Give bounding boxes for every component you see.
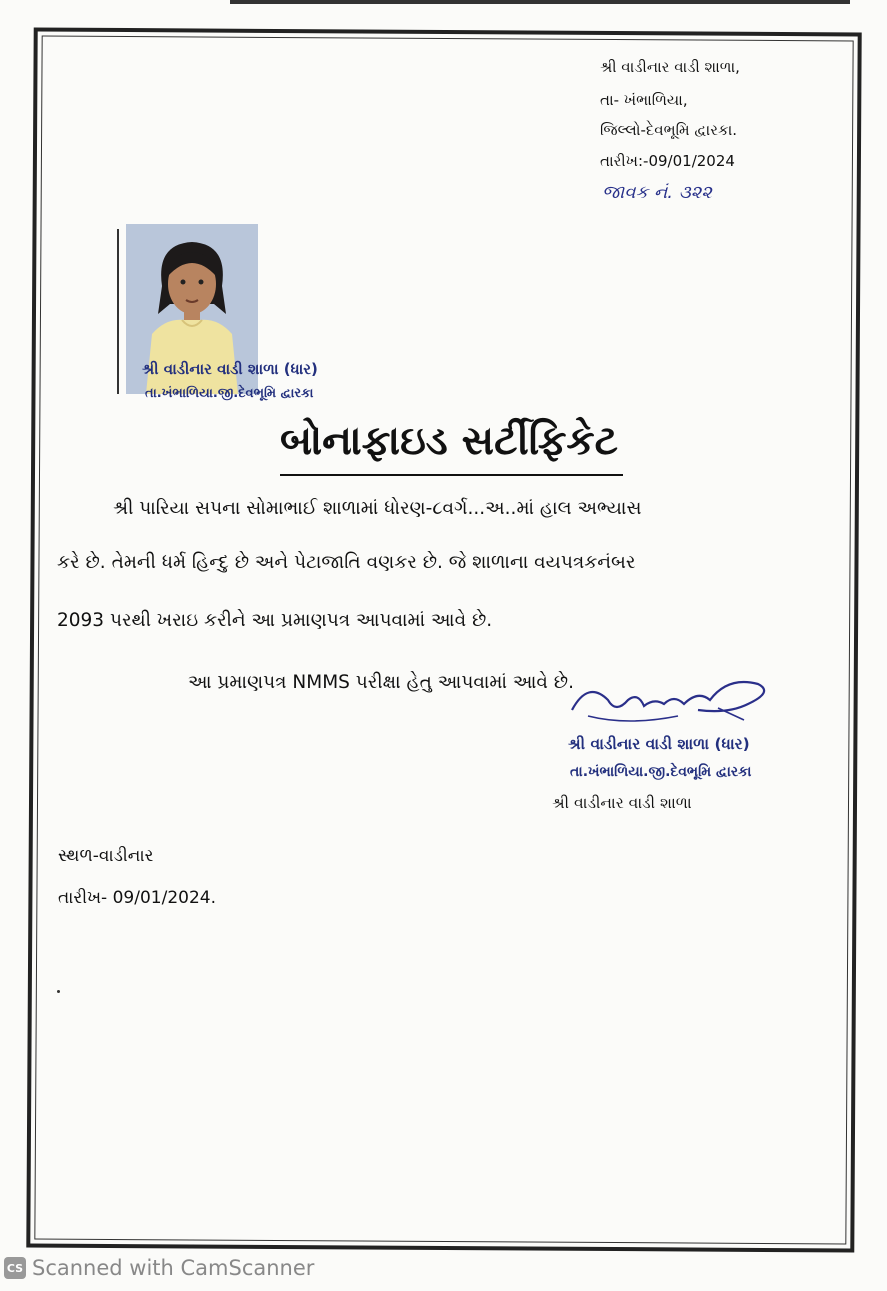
signatory-school: શ્રી વાડીનાર વાડી શાળા: [552, 794, 692, 812]
signature-stamp-address: તા.ખંભાળિયા.જી.દેવભૂમિ દ્વારકા: [570, 764, 752, 780]
body-line-2: કરે છે. તેમની ધર્મ હિન્દુ છે અને પેટાજાતિ વણકર છે. જે શાળાના વયપત્રકનંબર: [57, 552, 636, 573]
district-header: જિલ્લો-દેવભૂમિ દ્વારકા.: [600, 121, 738, 139]
body-line-1: શ્રી પારિયા સપના સોમાભાઈ શાળામાં ધોરણ-૮વર્ગ...અ..માં હાલ અભ્યાસ: [113, 498, 642, 519]
body-line-4: આ પ્રમાણપત્ર NMMS પરીક્ષા હેતુ આપવામાં આવે છે.: [188, 672, 574, 693]
taluka-header: તા- ખંભાળિયા,: [600, 91, 688, 109]
inner-border: [34, 36, 853, 1245]
certificate-title: બોનાફાઇડ સર્ટીફિકેટ: [280, 418, 618, 464]
photo-stamp-address: તા.ખંભાળિયા.જી.દેવભૂમિ દ્વારકા: [145, 386, 314, 401]
camscanner-icon: CS: [4, 1257, 26, 1279]
page-edge: [230, 0, 850, 4]
footer-date: તારીખ- 09/01/2024.: [58, 888, 216, 908]
signature: [568, 670, 778, 732]
camscanner-watermark: [4, 1256, 314, 1280]
outward-number: જાવક નં. ૩૨૨: [602, 182, 712, 203]
photo-stamp-school: શ્રી વાડીનાર વાડી શાળા (ધાર): [142, 360, 318, 378]
header-date: તારીખ:-09/01/2024: [600, 152, 735, 170]
title-underline: [280, 474, 623, 476]
place: સ્થળ-વાડીનાર: [58, 846, 154, 866]
school-name-header: શ્રી વાડીનાર વાડી શાળા,: [600, 58, 740, 76]
stray-mark: [57, 990, 60, 993]
body-line-3: 2093 પરથી ખરાઇ કરીને આ પ્રમાણપત્ર આપવામાં આવે છે.: [57, 610, 493, 631]
watermark-text: Scanned with CamScanner: [32, 1256, 315, 1280]
signature-stamp-school: શ્રી વાડીનાર વાડી શાળા (ધાર): [568, 735, 750, 753]
